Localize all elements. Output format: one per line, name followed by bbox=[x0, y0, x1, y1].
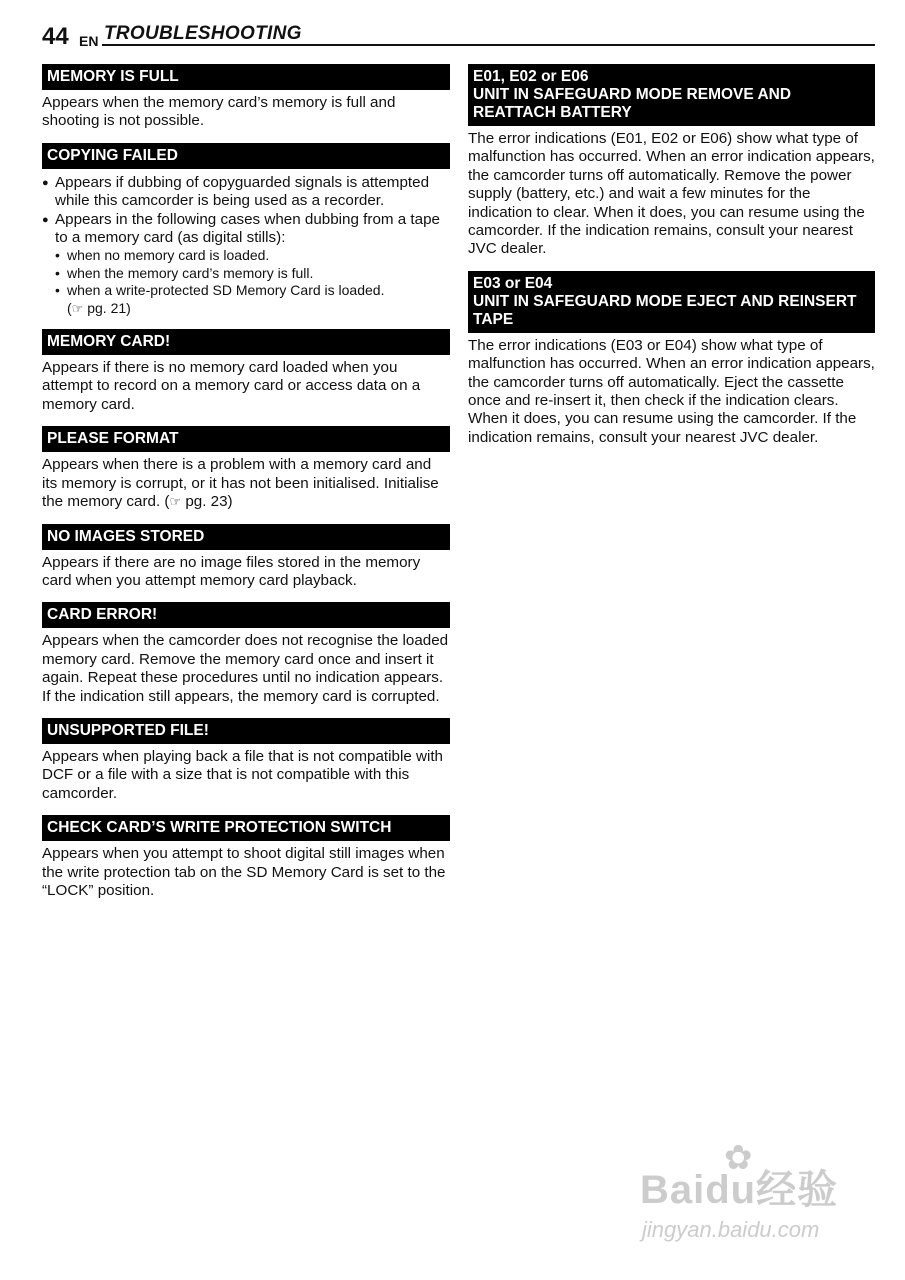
no-images-section bbox=[42, 524, 450, 591]
section-body: Appears if there is no memory card loaded when you attempt to record on a memory card or access data on a memory card. bbox=[42, 359, 421, 413]
memory-card-section bbox=[42, 329, 450, 414]
sub-bullet-list bbox=[55, 247, 450, 317]
write-protect-section bbox=[42, 815, 450, 900]
section-heading: CARD ERROR! bbox=[42, 602, 450, 628]
memory-full-section bbox=[42, 64, 450, 131]
section-body: Appears if there are no image files stored in the memory card when you attempt memory card playback. bbox=[42, 553, 421, 589]
section-heading: COPYING FAILED bbox=[42, 143, 450, 169]
section-heading: UNSUPPORTED FILE! bbox=[42, 718, 450, 744]
left-column bbox=[42, 64, 450, 912]
bullet-list bbox=[42, 174, 450, 317]
section-heading: CHECK CARD’S WRITE PROTECTION SWITCH bbox=[42, 815, 450, 841]
section-body: Appears when there is a problem with a memory card and its memory is corrupt, or it has not been initialised. Initialise the memory card. (☞ pg. 23) bbox=[42, 456, 439, 511]
e03-section bbox=[468, 271, 875, 447]
pointing-hand-icon: ☞ bbox=[169, 494, 182, 510]
watermark-logo: Baidu经验 bbox=[640, 1168, 839, 1212]
section-body: The error indications (E03 or E04) show what type of malfunction has occurred. When an error indication appears, the camcorder turns off automatically. Eject the cassette once and re-insert it, then check if the indication clears. When it does, you can resume using the camcorder. If the indication remains, consult your nearest JVC dealer. bbox=[468, 336, 875, 446]
right-column bbox=[468, 64, 875, 459]
language-code: EN bbox=[79, 33, 99, 49]
sub-bullet-item: • when no memory card is loaded. bbox=[55, 247, 450, 264]
page-number: 44 bbox=[42, 23, 69, 50]
section-heading: E03 or E04 UNIT IN SAFEGUARD MODE EJECT AND REINSERT TAPE bbox=[468, 271, 875, 333]
please-format-section bbox=[42, 426, 450, 511]
section-heading: MEMORY IS FULL bbox=[42, 64, 450, 90]
watermark bbox=[640, 1140, 870, 1250]
sub-bullet-item: • when the memory card’s memory is full. bbox=[55, 265, 450, 282]
bullet-item: ● Appears in the following cases when dubbing from a tape to a memory card (as digital stills): • when no memory card is loaded. • when the memory card’s memory is full. • when a write-protected SD Memory Card is loaded. (☞ pg. 21) bbox=[42, 211, 450, 317]
section-body: Appears when the memory card’s memory is full and shooting is not possible. bbox=[42, 94, 396, 130]
copying-failed-section bbox=[42, 143, 450, 317]
watermark-url: jingyan.baidu.com bbox=[642, 1217, 820, 1242]
section-heading: E01, E02 or E06 UNIT IN SAFEGUARD MODE REMOVE AND REATTACH BATTERY bbox=[468, 64, 875, 126]
section-title: TROUBLESHOOTING bbox=[104, 23, 302, 44]
section-body: Appears when the camcorder does not recognise the loaded memory card. Remove the memory card once and insert it again. Repeat these procedures until no indication appears. If the indication still appears, the memory card is corrupted. bbox=[42, 632, 449, 705]
paw-icon: ✿ bbox=[724, 1139, 753, 1177]
section-heading: PLEASE FORMAT bbox=[42, 426, 450, 452]
card-error-section bbox=[42, 602, 450, 706]
section-body: Appears when playing back a file that is not compatible with DCF or a file with a size that is not compatible with this camcorder. bbox=[42, 747, 444, 802]
pointing-hand-icon: ☞ bbox=[71, 300, 84, 316]
bullet-item: ● Appears if dubbing of copyguarded signals is attempted while this camcorder is being used as a recorder. bbox=[42, 174, 450, 211]
header-rule bbox=[102, 44, 875, 46]
section-body: Appears when you attempt to shoot digital still images when the write protection tab on the SD Memory Card is set to the “LOCK” position. bbox=[42, 845, 446, 899]
page-header bbox=[42, 22, 875, 50]
unsupported-file-section bbox=[42, 718, 450, 803]
e01-section bbox=[468, 64, 875, 259]
section-heading: MEMORY CARD! bbox=[42, 329, 450, 355]
section-heading: NO IMAGES STORED bbox=[42, 524, 450, 550]
sub-bullet-item: • when a write-protected SD Memory Card is loaded. (☞ pg. 21) bbox=[55, 282, 450, 317]
section-body: The error indications (E01, E02 or E06) show what type of malfunction has occurred. When an error indication appears, the camcorder turns off automatically. Remove the power supply (battery, etc.) and wait a few minutes for the indication to clear. When it does, you can resume using the camcorder. If the indication remains, consult your nearest JVC dealer. bbox=[468, 130, 875, 258]
